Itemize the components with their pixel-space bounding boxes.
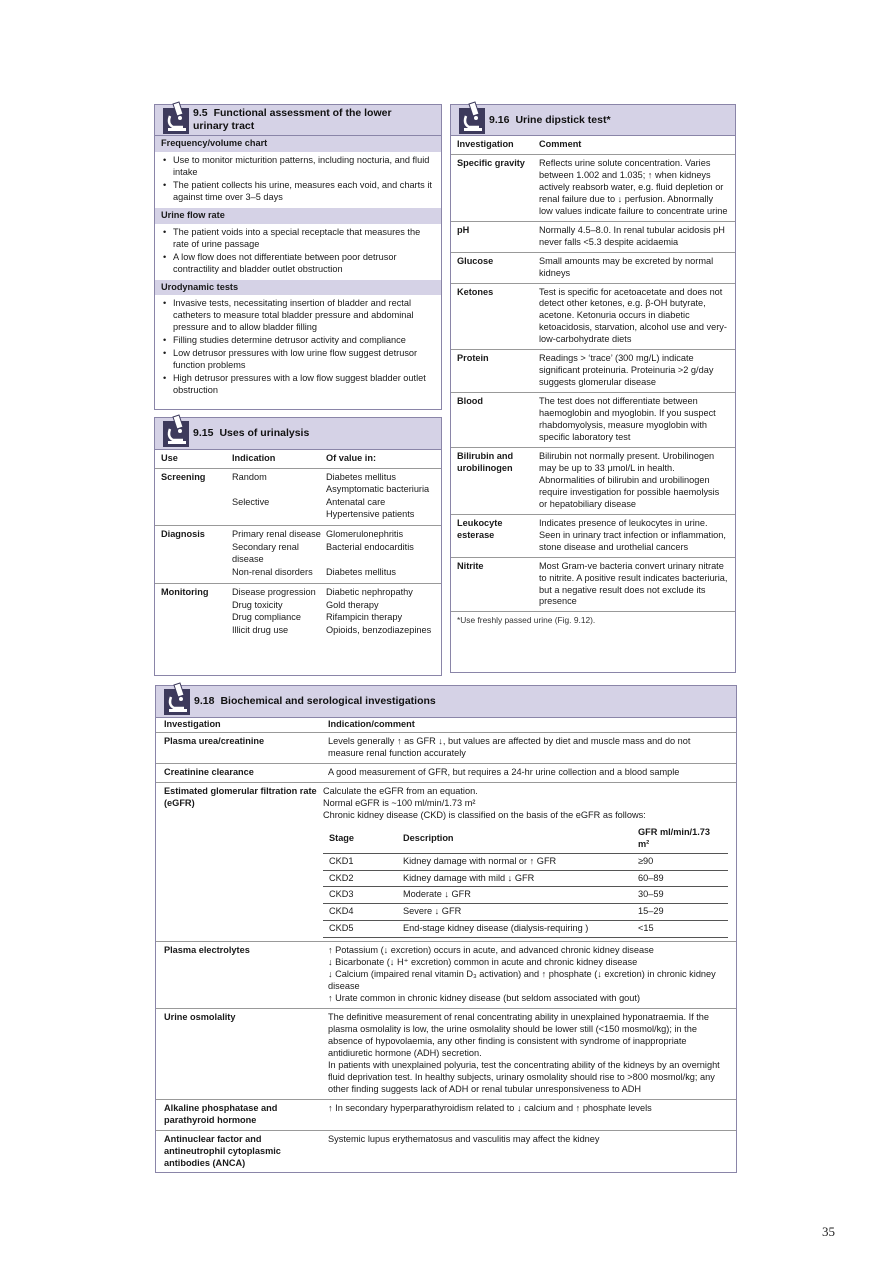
row-pairs (232, 472, 435, 522)
indication-comment (323, 786, 728, 939)
col-header-investigation: Investigation (164, 719, 221, 729)
value-in: Gold therapy (326, 599, 379, 610)
box-9-16-body (451, 155, 735, 612)
table-row (451, 253, 735, 284)
col-header-value: Of value in: (326, 453, 377, 463)
comment-line: In patients with unexplained polyuria, test the concentrating ability of the kidneys by an overnight fluid deprivation test. In healthy subjects, urinary osmolality should rise to >800 mosmol/kg; any other finding suggests lack of ADH or renal tubular unresponsiveness to ADH (328, 1059, 720, 1094)
indication-comment (328, 1134, 728, 1170)
col-header-indication: Indication/comment (328, 719, 415, 729)
box-9-15-title (193, 427, 309, 440)
comment-line: ↑ In secondary hyperparathyroidism related to ↓ calcium and ↑ phosphate levels (328, 1102, 652, 1113)
microscope-icon (457, 100, 487, 134)
indication-pair (232, 600, 435, 612)
ckd-cell: End-stage kidney disease (dialysis-requiring ) (397, 921, 632, 938)
investigation-name: Estimated glomerular filtration rate (eGFR) (164, 785, 317, 808)
section-heading: Frequency/volume chart (155, 136, 441, 152)
box-number: 9.5 (193, 107, 208, 120)
comment-line: Normal eGFR is ~100 ml/min/1.73 m² (323, 797, 476, 808)
col-header-indication: Indication (232, 453, 276, 463)
ckd-cell: CKD4 (323, 904, 397, 921)
bullet-list (155, 224, 441, 280)
indication: Secondary renal disease (232, 541, 299, 564)
investigation-name: Antinuclear factor and antineutrophil cytoplasmic antibodies (ANCA) (164, 1133, 281, 1168)
investigation-name: Urine osmolality (164, 1012, 236, 1023)
box-9-5 (154, 104, 442, 410)
comment-line: Chronic kidney disease (CKD) is classified on the basis of the eGFR as follows: (323, 809, 646, 820)
investigation-name: Specific gravity (457, 157, 525, 168)
ckd-row (323, 870, 728, 887)
comment-line: Systemic lupus erythematosus and vasculitis may affect the kidney (328, 1133, 600, 1144)
table-row (156, 942, 736, 1009)
row-pairs (232, 587, 435, 639)
col-header-use: Use (161, 453, 178, 463)
indication-comment (328, 945, 728, 1005)
value-in: Diabetes mellitus Asymptomatic bacteriuria (326, 471, 430, 494)
box-9-15-header (155, 418, 441, 450)
indication-comment (328, 767, 728, 779)
ckd-row (323, 887, 728, 904)
indication-pair (232, 529, 435, 541)
ckd-header-row (323, 825, 728, 853)
table-row (156, 783, 736, 943)
bullet-list (155, 152, 441, 208)
footnote: *Use freshly passed urine (Fig. 9.12). (457, 615, 596, 626)
investigation-comment: The test does not differentiate between haemoglobin and myoglobin. If you suspect rhabdomyolysis, measure myoglobin with specific laboratory test (539, 396, 716, 443)
ckd-col-header: Description (397, 825, 632, 853)
box-9-5-body (155, 136, 441, 401)
ckd-cell: Kidney damage with mild ↓ GFR (397, 870, 632, 887)
comment-line: Calculate the eGFR from an equation. (323, 785, 478, 796)
ckd-cell: Kidney damage with normal or ↑ GFR (397, 853, 632, 870)
bullet-list (155, 295, 441, 401)
table-row (451, 155, 735, 222)
table-row (156, 1100, 736, 1131)
value-in: Rifampicin therapy (326, 612, 403, 623)
comment-line: ↑ Urate common in chronic kidney disease (but seldom associated with gout) (328, 993, 641, 1004)
box-9-15 (154, 417, 442, 676)
investigation-name: Alkaline phosphatase and parathyroid hormone (164, 1102, 278, 1125)
ckd-row (323, 904, 728, 921)
ckd-cell: CKD5 (323, 921, 397, 938)
row-use: Screening (161, 471, 206, 482)
ckd-cell: 60–89 (632, 870, 728, 887)
indication: Illicit drug use (232, 625, 289, 636)
bullet-item: • The patient collects his urine, measures each void, and charts it against time over 3–5 days (163, 180, 433, 204)
col-header-comment: Comment (539, 139, 582, 149)
indication-pair (232, 497, 435, 521)
investigation-name: Ketones (457, 286, 494, 297)
microscope-icon (161, 413, 191, 447)
investigation-name: Leukocyte esterase (457, 517, 503, 540)
ckd-cell: Moderate ↓ GFR (397, 887, 632, 904)
investigation-name: Protein (457, 353, 489, 364)
indication-comment (328, 1012, 728, 1096)
ckd-cell: <15 (632, 921, 728, 938)
value-in: Diabetic nephropathy (326, 586, 413, 597)
table-row (156, 733, 736, 764)
box-title-text: Biochemical and serological investigations (220, 695, 436, 708)
bullet-item: • High detrusor pressures with a low flow suggest bladder outlet obstruction (163, 373, 433, 397)
comment-line: The definitive measurement of renal concentrating ability in unexplained hyponatraemia. If the plasma osmolality is low, the urine osmolality should be lower still (<150 mosmol/kg); in the absence of hypovolaemia, any other finding is consistent with syndrome of inappropriate antidiuretic hormone (ADH) secretion. (328, 1012, 709, 1058)
table-row (155, 526, 441, 584)
table-header-row (451, 136, 735, 155)
ckd-cell: ≥90 (632, 853, 728, 870)
bullet-item: • Filling studies determine detrusor activity and compliance (163, 335, 433, 347)
bullet-item: • A low flow does not differentiate between poor detrusor contractility and bladder outlet obstruction (163, 252, 433, 276)
investigation-name: Blood (457, 396, 484, 407)
table-row (156, 764, 736, 783)
value-in: Diabetes mellitus (326, 566, 396, 577)
indication: Primary renal disease (232, 528, 321, 539)
investigation-name: Plasma urea/creatinine (164, 735, 265, 746)
ckd-col-header: GFR ml/min/1.73 m² (632, 825, 728, 853)
indication: Selective (232, 496, 270, 507)
investigation-comment: Reflects urine solute concentration. Varies between 1.002 and 1.035; ↑ when kidneys actively reabsorb water, e.g. fluid depletion or renal failure due to ↓ perfusion. Abnormally low values indicate failure to concentrate urine (539, 157, 728, 216)
ckd-cell: Severe ↓ GFR (397, 904, 632, 921)
row-use: Monitoring (161, 586, 209, 597)
table-row (451, 558, 735, 613)
ckd-row (323, 921, 728, 938)
indication: Drug toxicity (232, 599, 283, 610)
investigation-comment: Bilirubin not normally present. Urobilinogen may be up to 33 μmol/L in health. Abnormalities of bilirubin and urobilinogen require investigation for possible haemolysis or hepatobiliary disease (539, 450, 720, 509)
table-header-row (155, 450, 441, 469)
ckd-col-header: Stage (323, 825, 397, 853)
investigation-comment: Indicates presence of leukocytes in urine. Seen in urinary tract infection or inflammation, stone disease and urothelial cancers (539, 517, 726, 552)
box-9-18-body (156, 733, 736, 1173)
box-9-5-title (193, 107, 423, 132)
indication-comment (328, 736, 728, 760)
investigation-name: Nitrite (457, 560, 484, 571)
box-9-16 (450, 104, 736, 673)
bullet-item: • Low detrusor pressures with low urine flow suggest detrusor function problems (163, 348, 433, 372)
indication: Random (232, 471, 267, 482)
indication-pair (232, 625, 435, 637)
investigation-name: Glucose (457, 255, 494, 266)
box-number: 9.16 (489, 113, 510, 126)
box-9-16-header (451, 105, 735, 136)
table-row (156, 1009, 736, 1100)
comment-line: Levels generally ↑ as GFR ↓, but values are affected by diet and muscle mass and do not measure renal function accurately (328, 735, 691, 758)
investigation-comment: Normally 4.5–8.0. In renal tubular acidosis pH never falls <5.3 despite acidaemia (539, 224, 725, 247)
box-number: 9.15 (193, 427, 214, 440)
table-row (155, 469, 441, 526)
table-header-row (156, 718, 736, 733)
table-row (451, 515, 735, 558)
table-row (451, 222, 735, 253)
investigation-name: Plasma electrolytes (164, 945, 250, 956)
section-heading: Urodynamic tests (155, 280, 441, 296)
ckd-cell: 15–29 (632, 904, 728, 921)
microscope-icon (161, 100, 191, 134)
ckd-cell: 30–59 (632, 887, 728, 904)
indication-pair (232, 567, 435, 579)
investigation-name: pH (457, 224, 470, 235)
box-number: 9.18 (194, 695, 215, 708)
indication-pair (232, 587, 435, 599)
table-row (155, 584, 441, 642)
comment-line: ↓ Bicarbonate (↓ H⁺ excretion) common in acute and chronic kidney disease (328, 957, 638, 968)
table-row (451, 284, 735, 351)
indication-comment (328, 1103, 728, 1127)
box-9-16-title (489, 114, 611, 127)
box-title-text: Uses of urinalysis (219, 427, 310, 440)
indication: Disease progression (232, 586, 316, 597)
ckd-row (323, 853, 728, 870)
investigation-comment: Small amounts may be excreted by normal kidneys (539, 255, 714, 278)
investigation-name: Creatinine clearance (164, 766, 254, 777)
comment-line: ↑ Potassium (↓ excretion) occurs in acute, and advanced chronic kidney disease (328, 945, 654, 956)
ckd-cell: CKD1 (323, 853, 397, 870)
indication-pair (232, 542, 435, 566)
page-number: 35 (822, 1224, 835, 1239)
box-9-15-body (155, 469, 441, 641)
indication-pair (232, 612, 435, 624)
value-in: Glomerulonephritis (326, 528, 404, 539)
ckd-table (323, 825, 728, 939)
comment-line: ↓ Calcium (impaired renal vitamin D₃ activation) and ↑ phosphate (↓ excretion) in chronic kidney disease (328, 969, 716, 992)
row-pairs (232, 529, 435, 580)
investigation-comment: Most Gram-ve bacteria convert urinary nitrate to nitrite. A positive result indicates bacteriuria, but a negative result does not exclude its presence (539, 560, 728, 607)
box-title-text: Urine dipstick test* (515, 113, 611, 126)
ckd-cell: CKD3 (323, 887, 397, 904)
investigation-comment: Readings > ‘trace’ (300 mg/L) indicate significant proteinuria. Proteinuria >2 g/day suggests glomerular disease (539, 353, 714, 388)
indication: Non-renal disorders (232, 566, 313, 577)
box-9-5-header (155, 105, 441, 136)
section-heading: Urine flow rate (155, 208, 441, 224)
value-in: Bacterial endocarditis (326, 541, 414, 552)
value-in: Opioids, benzodiazepines (326, 625, 432, 636)
bullet-item: • Invasive tests, necessitating insertion of bladder and rectal catheters to measure total bladder pressure and abdominal pressure and to allow bladder filling (163, 298, 433, 334)
table-row (451, 350, 735, 393)
table-row (156, 1131, 736, 1173)
investigation-comment: Test is specific for acetoacetate and does not detect other ketones, e.g. β-OH butyrate, acetone. Ketonuria occurs in diabetic ketoacidosis, starvation, alcohol use and very-low-carbohydrate diets (539, 286, 727, 345)
row-use: Diagnosis (161, 528, 205, 539)
value-in: Antenatal care Hypertensive patients (326, 496, 415, 519)
col-header-investigation: Investigation (457, 139, 514, 149)
table-row (451, 393, 735, 448)
box-9-18 (155, 685, 737, 1173)
comment-line: A good measurement of GFR, but requires a 24-hr urine collection and a blood sample (328, 766, 680, 777)
bullet-item: • The patient voids into a special receptacle that measures the rate of urine passage (163, 227, 433, 251)
box-9-18-title (194, 695, 436, 708)
microscope-icon (162, 681, 192, 715)
bullet-item: • Use to monitor micturition patterns, including nocturia, and fluid intake (163, 155, 433, 179)
indication: Drug compliance (232, 612, 301, 623)
table-row (451, 448, 735, 515)
box-9-18-header (156, 686, 736, 718)
ckd-cell: CKD2 (323, 870, 397, 887)
indication-pair (232, 472, 435, 496)
box-title-text: Functional assessment of the lower urinary tract (193, 107, 392, 132)
investigation-name: Bilirubin and urobilinogen (457, 450, 514, 473)
